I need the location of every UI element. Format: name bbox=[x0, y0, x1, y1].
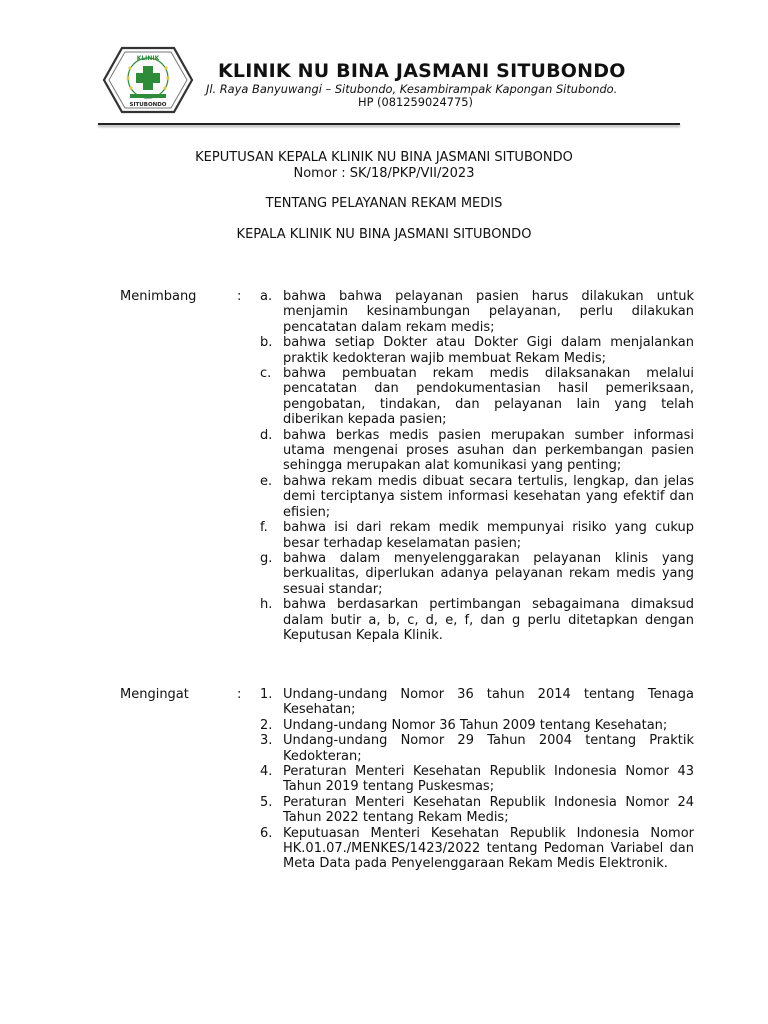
item-text: bahwa pembuatan rekam medis dilaksanakan melalui pencatatan dan pendokumentasian hasil pemeriksaan, pengobatan, tindakan, dan pelayanan lain yang telah diberikan kepada pasien; bbox=[283, 366, 694, 428]
list-item bbox=[260, 520, 694, 551]
list-item bbox=[260, 687, 694, 718]
menimbang-colon: : bbox=[237, 289, 242, 304]
clinic-phone: HP (081259024775) bbox=[358, 95, 473, 109]
clinic-logo-icon bbox=[100, 44, 196, 116]
item-text: Peraturan Menteri Kesehatan Republik Indonesia Nomor 24 Tahun 2022 tentang Rekam Medis; bbox=[283, 794, 694, 826]
mengingat-list bbox=[260, 687, 694, 872]
item-text: Undang-undang Nomor 29 Tahun 2004 tentang Praktik Kedokteran; bbox=[283, 733, 694, 764]
list-item bbox=[260, 733, 694, 764]
list-item bbox=[260, 289, 694, 335]
clinic-address: Jl. Raya Banyuwangi – Situbondo, Kesambirampak Kapongan Situbondo. bbox=[206, 82, 618, 96]
letterhead-divider bbox=[98, 123, 680, 125]
item-text: bahwa setiap Dokter atau Dokter Gigi dalam menjalankan praktik kedokteran wajib membuat Rekam Medis; bbox=[283, 335, 694, 366]
decree-number: Nomor : SK/18/PKP/VII/2023 bbox=[293, 166, 475, 181]
item-marker: b. bbox=[260, 335, 273, 351]
item-text: bahwa berdasarkan pertimbangan sebagaimana dimaksud dalam butir a, b, c, d, e, f, dan g perlu ditetapkan dengan Keputusan Kepala Klinik. bbox=[283, 597, 694, 643]
decree-subject: TENTANG PELAYANAN REKAM MEDIS bbox=[265, 196, 503, 211]
list-item bbox=[260, 795, 694, 826]
list-item bbox=[260, 597, 694, 643]
item-marker: f. bbox=[260, 520, 268, 536]
list-item bbox=[260, 551, 694, 597]
item-marker: d. bbox=[260, 427, 273, 443]
logo-text-top: KLINIK bbox=[136, 55, 160, 62]
item-text: bahwa bahwa pelayanan pasien harus dilakukan untuk menjamin kesinambungan pelayanan, perlu dilakukan pencatatan dalam rekam medis; bbox=[283, 289, 694, 335]
item-text: Undang-undang Nomor 36 tahun 2014 tentang Tenaga Kesehatan; bbox=[283, 687, 694, 718]
list-item bbox=[260, 826, 694, 872]
item-text: bahwa dalam menyelenggarakan pelayanan klinis yang berkualitas, diperlukan adanya pelayanan rekam medis yang sesuai standar; bbox=[283, 550, 694, 597]
item-text: Undang-undang Nomor 36 Tahun 2009 tentang Kesehatan; bbox=[283, 717, 668, 733]
item-text: bahwa isi dari rekam medik mempunyai risiko yang cukup besar terhadap keselamatan pasien; bbox=[283, 520, 694, 551]
item-marker: 4. bbox=[260, 764, 273, 780]
item-marker: h. bbox=[260, 597, 273, 613]
list-item bbox=[260, 764, 694, 795]
item-marker: 6. bbox=[260, 825, 273, 841]
item-marker: e. bbox=[260, 473, 273, 489]
logo-text-bottom: SITUBONDO bbox=[129, 102, 167, 108]
list-item bbox=[260, 428, 694, 474]
list-item bbox=[260, 718, 694, 733]
item-text: Peraturan Menteri Kesehatan Republik Indonesia Nomor 43 Tahun 2019 tentang Puskesmas; bbox=[283, 764, 694, 795]
item-text: bahwa berkas medis pasien merupakan sumber informasi utama mengenai proses asuhan dan perkembangan pasien sehingga merupakan alat komunikasi yang penting; bbox=[283, 427, 694, 474]
item-marker: 2. bbox=[260, 717, 273, 733]
item-marker: 1. bbox=[260, 687, 273, 702]
decree-title: KEPUTUSAN KEPALA KLINIK NU BINA JASMANI SITUBONDO bbox=[195, 150, 573, 165]
decree-issuer: KEPALA KLINIK NU BINA JASMANI SITUBONDO bbox=[236, 227, 532, 242]
item-marker: 3. bbox=[260, 733, 273, 749]
item-text: Keputuasan Menteri Kesehatan Republik Indonesia Nomor HK.01.07./MENKES/1423/2022 tentang Pedoman Variabel dan Meta Data pada Penyelenggaraan Rekam Medis Elektronik. bbox=[283, 825, 694, 872]
item-text: bahwa rekam medis dibuat secara tertulis, lengkap, dan jelas demi terciptanya sistem informasi kesehatan yang efektif dan efisien; bbox=[283, 473, 694, 520]
list-item bbox=[260, 366, 694, 428]
item-marker: a. bbox=[260, 289, 273, 304]
clinic-name: KLINIK NU BINA JASMANI SITUBONDO bbox=[218, 60, 626, 82]
item-marker: 5. bbox=[260, 794, 273, 810]
menimbang-list bbox=[260, 289, 694, 643]
item-marker: c. bbox=[260, 366, 272, 382]
mengingat-colon: : bbox=[237, 687, 242, 702]
item-marker: g. bbox=[260, 550, 273, 566]
list-item bbox=[260, 335, 694, 366]
list-item bbox=[260, 474, 694, 520]
mengingat-label: Mengingat bbox=[120, 687, 189, 702]
menimbang-label: Menimbang bbox=[120, 289, 197, 304]
clinic-logo bbox=[100, 44, 196, 116]
